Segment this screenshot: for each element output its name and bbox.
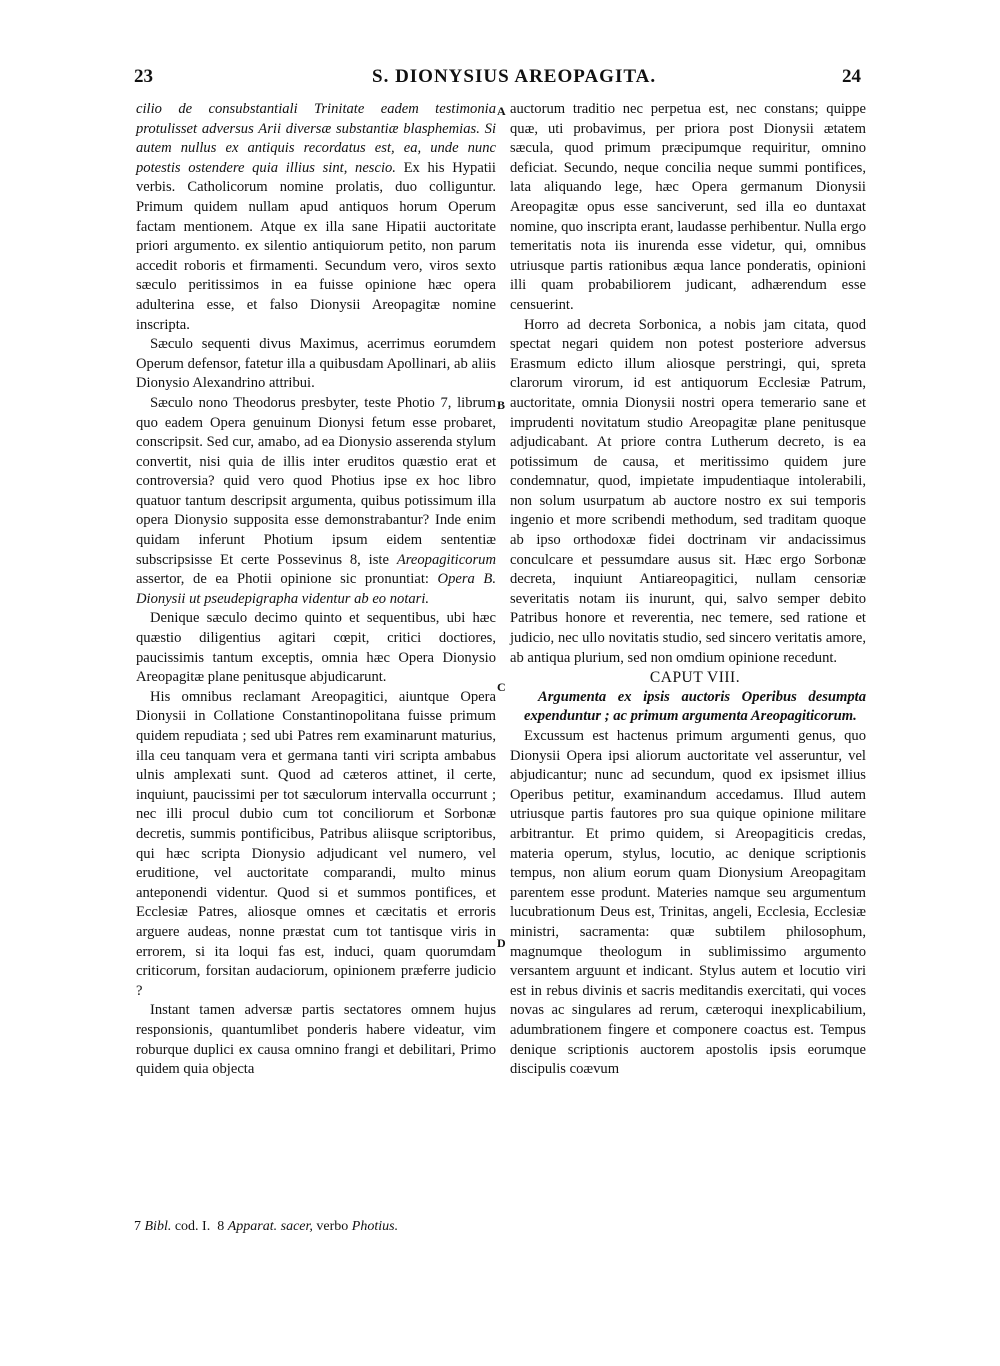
- left-paragraph-3: [136, 394, 496, 610]
- right-paragraph-1: auctorum traditio nec perpetua est, nec constans; quippe quæ, uti probavimus, per priora post Dionysii ætatem sæcula, quod primum præcipumque requiritur, omnino deficiat. Secundo, neque concilia neque summi pontifices, lata aliquando lege, hæc Opera germanum Dionysii Areopagitæ opus esse sanciverunt, sed illa eo duntaxat nomine, quo inscripta erant, laudasse perhibentur. Nulla ergo temeritatis nota iis inurenda esse videtur, qui, omnibus utriusque partis rationibus æqua lance ponderatis, opinioni illi quam probabiliorem judicant, adhærendum esse censuerint.: [510, 101, 866, 313]
- right-paragraph-3: Excussum est hactenus primum argumenti genus, quo Dionysii Opera ipsi aliorum auctoritate vel asseruntur, vel abjudicantur; nunc ad secundum, quod ex ipsismet illius Operibus petitur, examinandum accedamus. Illud autem utriusque partis fautores pro sua quique opinione militare arbitrantur. Et primo quidem, si Areopagiticis credas, materia operum, stylus, locutio, ac denique scriptionis tempus, non alium eorum quam Dionysium Areopagitam parentem esse produnt. Materies namque seu argumentum lucubrationum Deus est, Trinitas, angeli, Ecclesia, Ecclesiæ ministri, sacramenta: quæ subtilem philosophum, magnumque theologum in sublimissimo argumento versantem arguunt et indicant. Stylus autem et locutio viri est in rebus divinis et sacris meditandis exercitati, qui voces novas ac singulares ad rerum, cæteroqui inexplicabilium, adumbrationem fingere et componere coactus est. Tempus denique scriptionis auctorem apostolis ipsis eorumque discipulis coævum: [510, 728, 866, 1078]
- margin-marker-a: A: [497, 104, 506, 118]
- footnote-8-rest: verbo: [312, 1219, 352, 1234]
- left-page-number: 23: [134, 66, 153, 87]
- margin-marker-d: D: [497, 936, 506, 950]
- footnote-8-title: Apparat. sacer,: [227, 1219, 313, 1234]
- right-page-number: 24: [842, 66, 861, 87]
- footnotes: [134, 1219, 398, 1235]
- margin-marker-c: C: [497, 680, 506, 694]
- running-title: S. DIONYSIUS AREOPAGITA.: [372, 66, 657, 87]
- left-paragraph-6: Instant tamen adversæ partis sectatores omnem hujus responsionis, quantumlibet ponderis habere videatur, vim roburque duplici ex causa omnino frangi et debilitari, Primo quidem quia objecta: [136, 1002, 496, 1078]
- footnote-8-mark: 8: [217, 1219, 225, 1234]
- left-p1-italic: cilio de consubstantiali Trinitate eadem testimonia protulisset adversus Arii diversæ substantiæ blasphemias. Si autem nullus ex antiquis recordatus est, ea, unde nunc potestis ostendere quia illius sint, nescio.: [136, 101, 496, 176]
- left-p3-d: Opera B. Dionysii ut pseudepigrapha videntur ab eo notari.: [136, 571, 496, 607]
- chapter-argument: Argumenta ex ipsis auctoris Operibus desumpta expenduntur ; ac primum argumenta Areopagiticorum.: [524, 688, 866, 725]
- left-paragraph-1: [136, 100, 496, 335]
- footnote-7-title: Bibl.: [144, 1219, 172, 1234]
- left-p3-c: assertor, de ea Photii opinione sic pronuntiat:: [136, 571, 438, 588]
- left-paragraph-4: Denique sæculo decimo quinto et sequentibus, ubi hæc quæstio diligentius agitari cœpit, critici doctiores, paucissimis tantum exceptis, omnia hæc Opera Dionysio Areopagitæ plane penitusque abjudicarunt.: [136, 610, 496, 686]
- footnote-7-rest: cod. I.: [171, 1219, 211, 1234]
- chapter-title: CAPUT VIII.: [649, 669, 741, 687]
- left-p1-roman: Ex his Hypatii verbis. Catholicorum nomine prolatis, duo colliguntur. Primum quidem nullam apud antiquos horum Operum factam mentionem. Atque ex illa sane Hipatii auctoritate priori argumento. ex silentio antiquiorum petito, non parum accedit roboris et firmamenti. Secundum vero, viros sexto sæculo peritissimos in ea fuisse opinione hæc opera adulterina esse, et falso Dionysii Areopagitæ nomine inscripta.: [136, 159, 496, 333]
- right-paragraph-2: Horro ad decreta Sorbonica, a nobis jam citata, quod spectat negari quidem non potest posteriore adversus Erasmum edicto illum aliosque perstringi, qui, spreta clarorum virorum, id est antiquorum Ecclesiæ Patrum, auctoritate, omnia Dionysii nostri opera temerario sane et imprudenti novitatum studio Areopagitæ plane penitusque adjudicabant. At priore contra Lutherum decreto, is ea potissimum de causa, et meritissimo quidem jure condemnatur, quod, impietate impudentiaque intolerabili, non solum usurpatum ab auctore nostro ex sui temporis ingenio et more scribendi methodum, sed traditam quoque ab ipso orthodoxæ fidei doctrinam vir andacissimus conculcare et pessumdare ausus sit. Hæc ergo Sorbonæ decreta, inquiunt Antiareopagitici, nullam censoriæ severitatis notam iis inurunt, qui, salvo semper debito Patribus honore et reverentia, nec temere, sed ratione et judicio, nec ullo novitatis studio, sed sincero veritatis amore, ab antiqua plurium, sed non omdium opinione recedunt.: [510, 316, 866, 666]
- footnote-7-mark: 7: [134, 1219, 141, 1234]
- right-column: [510, 100, 866, 1080]
- left-p3-a: Sæculo nono Theodorus presbyter, teste Photio 7, librum quo eadem Opera genuinum Dionysi fetum esse probaret, conscripsit. Sed cur, amabo, ad ea Dionysio asserenda stylum convertit, nisi quia de illis inter eruditos quæstio erat et controversia? quid vero quod Photius ipse ex hoc libro quatuor tantum descripsit argumenta, quibus potissimum illa opera Dionysio supposita esse demonstrabantur? Inde enim quidam inferunt Photium ipsum eidem sententiæ subscripsisse Et certe Possevinus 8, iste: [136, 394, 496, 568]
- left-p3-b: Areopagiticorum: [396, 551, 496, 568]
- margin-marker-b: B: [497, 398, 506, 412]
- footnote-8-name: Photius.: [351, 1219, 399, 1234]
- left-column: [136, 100, 496, 1080]
- left-paragraph-5: His omnibus reclamant Areopagitici, aiuntque Opera Dionysii in Collatione Constantinopolitana fuisse primum quidem repudiata ; sed ubi Patres rem examinarunt maturius, illa ceu tanquam vera et germana tanti viri scripta ambabus ulnis amplexati sunt. Quod ad cæteros attinet, il certe, inquiunt, paucissimi per tot sæculorum intervalla occurrunt ; nec illi procul dubio cum tot conciliorum et Sorbonæ decretis, summis pontificibus, Patribus aliisque scriptoribus, qui hæc scripta Dionysio adjudicant vel numero, vel eruditione, vel auctoritate comparandi, multo minus anteponendi videntur. Quod si et summos pontifices, et Ecclesiæ Patres, aliosque omnes et cæcitatis et erroris arguere audeas, nonne præstat cum tot tantisque viris in errorem, si ita loqui fas est, induci, quam quorumdam criticorum, forsitan audaciorum, opinionem præferre judicio ?: [136, 688, 496, 999]
- left-paragraph-2: Sæculo sequenti divus Maximus, acerrimus eorumdem Operum defensor, fatetur illa a quibusdam Apollinari, ab aliis Dionysio Alexandrino attribui.: [136, 336, 496, 392]
